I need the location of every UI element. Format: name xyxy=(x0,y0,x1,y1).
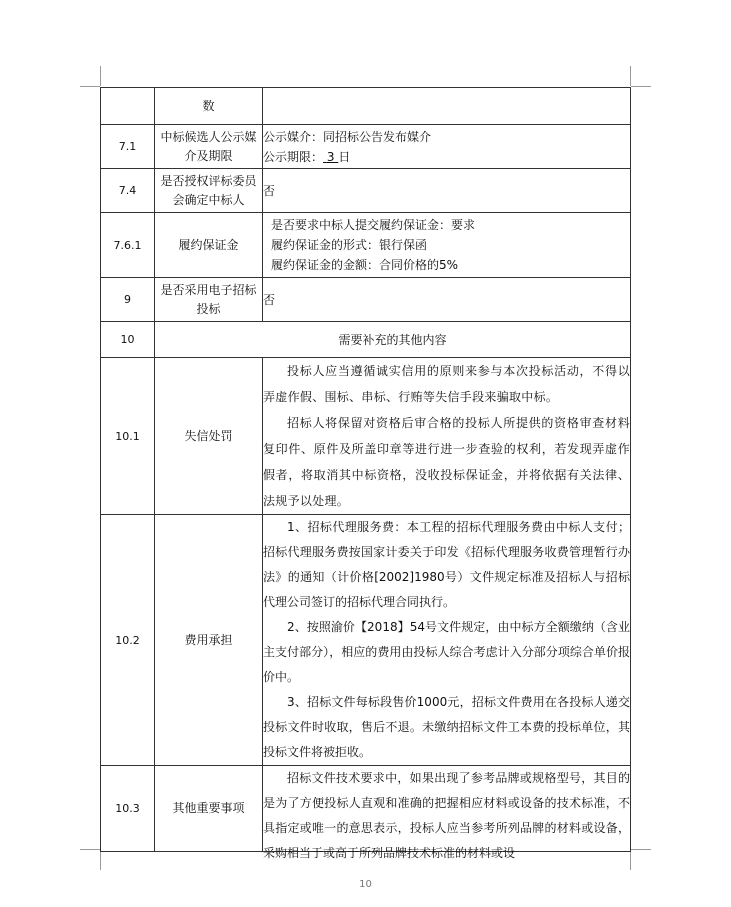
row-item: 数 xyxy=(155,88,263,125)
paragraph: 招标文件技术要求中，如果出现了参考品牌或规格型号，其目的是为了方便投标人直观和准确的把握相应材料或设备的技术标准，不具指定或唯一的意思表示，投标人应当参考所列品牌的材料或设备，采购相当于或高于所列品牌技术标准的材料或设 xyxy=(263,771,630,860)
crop-mark xyxy=(100,66,101,86)
row-item: 是否采用电子招标投标 xyxy=(155,278,263,322)
row-number: 7.1 xyxy=(101,125,155,169)
content-line: 履约保证金的金额：合同价格的5% xyxy=(271,258,459,272)
row-content xyxy=(263,515,631,766)
row-content xyxy=(263,213,631,278)
paragraph: 投标人应当遵循诚实信用的原则来参与本次投标活动，不得以弄虚作假、围标、串标、行贿等失信手段来骗取中标。 xyxy=(263,364,630,404)
period-value: 3 xyxy=(326,149,335,164)
row-number: 10.2 xyxy=(101,515,155,766)
table-row xyxy=(101,358,631,515)
paragraph: 3、招标文件每标段售价1000元，招标文件费用在各投标人递交投标文件时收取，售后不退。未缴纳招标文件工本费的投标单位，其投标文件将被拒收。 xyxy=(263,695,630,759)
row-content xyxy=(263,766,631,860)
row-item: 其他重要事项 xyxy=(155,766,263,852)
page-number: 10 xyxy=(359,879,372,890)
paragraph: 1、招标代理服务费：本工程的招标代理服务费由中标人支付；招标代理服务费按国家计委关于印发《招标代理服务收费管理暂行办法》的通知（计价格[2002]1980号）文件规定标准及招标人与招标代理公司签订的招标代理合同执行。 xyxy=(263,520,630,609)
table-row xyxy=(101,766,631,852)
crop-mark xyxy=(100,850,101,870)
table-row xyxy=(101,322,631,358)
crop-mark xyxy=(80,849,100,850)
table-row xyxy=(101,278,631,322)
content-line: 是否要求中标人提交履约保证金：要求 xyxy=(271,218,476,232)
row-item: 履约保证金 xyxy=(155,213,263,278)
table-row xyxy=(101,125,631,169)
content-line: 履约保证金的形式：银行保函 xyxy=(271,238,428,252)
row-content xyxy=(263,358,631,515)
row-content xyxy=(263,88,631,125)
row-number: 9 xyxy=(101,278,155,322)
crop-mark xyxy=(630,66,631,86)
table-row xyxy=(101,515,631,766)
row-number: 7.4 xyxy=(101,169,155,213)
row-number xyxy=(101,88,155,125)
row-content: 否 xyxy=(263,278,631,322)
table-row xyxy=(101,169,631,213)
row-number: 10.3 xyxy=(101,766,155,852)
row-item: 中标候选人公示媒介及期限 xyxy=(155,125,263,169)
row-content: 否 xyxy=(263,169,631,213)
crop-mark xyxy=(631,86,651,87)
paragraph: 2、按照渝价【2018】54号文件规定，由中标方全额缴纳（含业主支付部分），相应的费用由投标人综合考虑计入分部分项综合单价报价中。 xyxy=(263,620,630,684)
content-line: 公示期限： 3 日 xyxy=(263,149,351,164)
paragraph: 招标人将保留对资格后审合格的投标人所提供的资格审查材料复印件、原件及所盖印章等进行进一步查验的权利，若发现弄虚作假者，将取消其中标资格，没收投标保证金，并将依据有关法律、法规予以处理。 xyxy=(263,416,630,508)
section-heading: 需要补充的其他内容 xyxy=(155,322,631,358)
content-line: 公示媒介：同招标公告发布媒介 xyxy=(263,129,432,144)
row-item: 费用承担 xyxy=(155,515,263,766)
table-row xyxy=(101,88,631,125)
row-item: 失信处罚 xyxy=(155,358,263,515)
crop-mark xyxy=(631,849,651,850)
row-number: 10.1 xyxy=(101,358,155,515)
bid-data-table xyxy=(100,87,631,860)
row-number: 7.6.1 xyxy=(101,213,155,278)
crop-mark xyxy=(80,86,100,87)
crop-mark xyxy=(630,850,631,870)
row-number: 10 xyxy=(101,322,155,358)
table-row xyxy=(101,213,631,278)
row-item: 是否授权评标委员会确定中标人 xyxy=(155,169,263,213)
row-content xyxy=(263,125,631,169)
